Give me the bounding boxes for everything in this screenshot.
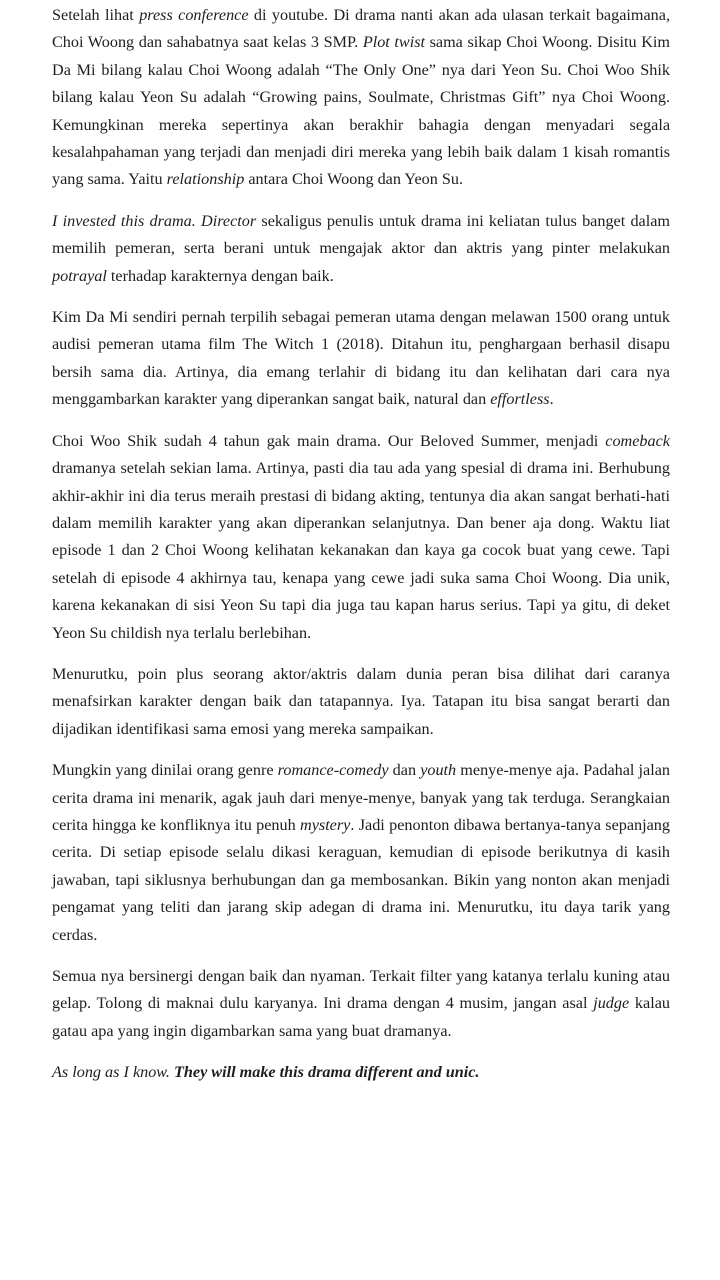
text-run: Menurutku, poin plus seorang aktor/aktris dalam dunia peran bisa dilihat dari caranya menafsirkan karakter dengan baik dan tatapannya. Iya. Tatapan itu bisa sangat berarti dan dijadikan identifikasi sama emosi yang mereka sampaikan. xyxy=(52,664,670,738)
paragraph xyxy=(52,757,670,949)
emphasized-text: relationship xyxy=(166,170,245,189)
paragraph xyxy=(52,1059,670,1086)
document-body xyxy=(52,2,670,1087)
emphasized-text: As long as I know. xyxy=(52,1063,174,1082)
text-run: . xyxy=(549,390,554,409)
emphasized-text: comeback xyxy=(605,431,670,450)
paragraph xyxy=(52,208,670,290)
text-run: . Jadi penonton dibawa bertanya-tanya sepanjang cerita. Di setiap episode selalu dikasi keraguan, kemudian di episode berikutnya di kasih jawaban, tapi siklusnya berhubungan dan ga membosankan. Bikin yang nonton akan menjadi pengamat yang teliti dan jarang skip adegan di drama ini. Menurutku, itu daya tarik yang cerdas. xyxy=(52,815,670,944)
text-run: dan xyxy=(388,761,421,780)
emphasized-text: youth xyxy=(420,761,457,780)
emphasized-text: effortless xyxy=(490,390,550,409)
text-run: menye-menye aja. Padahal jalan cerita drama ini menarik, agak jauh dari menye-menye, banyak yang tak terduga. Serangkaian cerita hingga ke konfliknya itu penuh xyxy=(52,761,670,834)
emphasized-text: mystery xyxy=(300,815,351,834)
text-run: di youtube. Di drama nanti akan ada ulasan terkait bagaimana, Choi Woong dan sahabatnya saat kelas 3 SMP. xyxy=(52,6,670,52)
paragraph xyxy=(52,661,670,743)
emphasized-text: Plot twist xyxy=(362,33,425,52)
paragraph xyxy=(52,428,670,647)
emphasized-text: judge xyxy=(593,994,630,1013)
emphasized-text: romance-comedy xyxy=(277,761,389,780)
paragraph xyxy=(52,304,670,414)
text-run: antara Choi Woong dan Yeon Su. xyxy=(244,170,464,189)
text-run: sekaligus penulis untuk drama ini keliatan tulus banget dalam memilih pemeran, serta berani untuk mengajak aktor dan aktris yang pinter melakukan xyxy=(52,211,671,258)
text-run: Setelah lihat xyxy=(52,6,140,24)
emphasized-text: I invested this drama. Director xyxy=(52,211,257,230)
text-run: terhadap karakternya dengan baik. xyxy=(106,266,334,285)
paragraph xyxy=(52,963,670,1045)
text-run: Mungkin yang dinilai orang genre xyxy=(52,761,278,780)
emphasized-text: press conference xyxy=(139,6,249,24)
text-run: kalau gatau apa yang ingin digambarkan sama yang buat dramanya. xyxy=(52,994,670,1040)
text-run: sama sikap Choi Woong. Disitu Kim Da Mi bilang kalau Choi Woong adalah “The Only One” nya dari Yeon Su. Choi Woo Shik bilang kalau Yeon Su adalah “Growing pains, Soulmate, Christmas Gift” nya Choi Woong. Kemungkinan mereka sepertinya akan berakhir bahagia dengan menyadari segala kesalahpahaman yang terjadi dan menjadi diri mereka yang lebih baik dalam 1 kisah romantis yang sama. Yaitu xyxy=(52,33,670,189)
text-run: Choi Woo Shik sudah 4 tahun gak main drama. Our Beloved Summer, menjadi xyxy=(52,431,606,450)
text-run: dramanya setelah sekian lama. Artinya, pasti dia tau ada yang spesial di drama ini. Berhubung akhir-akhir ini dia terus meraih prestasi di bidang akting, tentunya dia akan sangat berhati-hati dalam memilih karakter yang akan diperankan selanjutnya. Dan bener aja dong. Waktu liat episode 1 dan 2 Choi Woong kelihatan kekanakan dan kaya ga cocok buat yang cewe. Tapi setelah di episode 4 akhirnya tau, kenapa yang cewe jadi suka sama Choi Woong. Dia unik, karena kekanakan di sisi Yeon Su tapi dia juga tau kapan harus serius. Tapi ya gitu, di deket Yeon Su childish nya terlalu berlebihan. xyxy=(52,459,670,642)
emphasized-text: They will make this drama different and unic. xyxy=(174,1063,480,1082)
paragraph xyxy=(52,2,670,194)
text-run: Semua nya bersinergi dengan baik dan nyaman. Terkait filter yang katanya terlalu kuning atau gelap. Tolong di maknai dulu karyanya. Ini drama dengan 4 musim, jangan asal xyxy=(52,967,670,1013)
emphasized-text: potrayal xyxy=(52,266,107,285)
text-run: Kim Da Mi sendiri pernah terpilih sebagai pemeran utama dengan melawan 1500 orang untuk audisi pemeran utama film The Witch 1 (2018). Ditahun itu, penghargaan berhasil disapu bersih sama dia. Artinya, dia emang terlahir di bidang itu dan kelihatan dari cara nya menggambarkan karakter yang diperankan sangat baik, natural dan xyxy=(52,308,670,409)
